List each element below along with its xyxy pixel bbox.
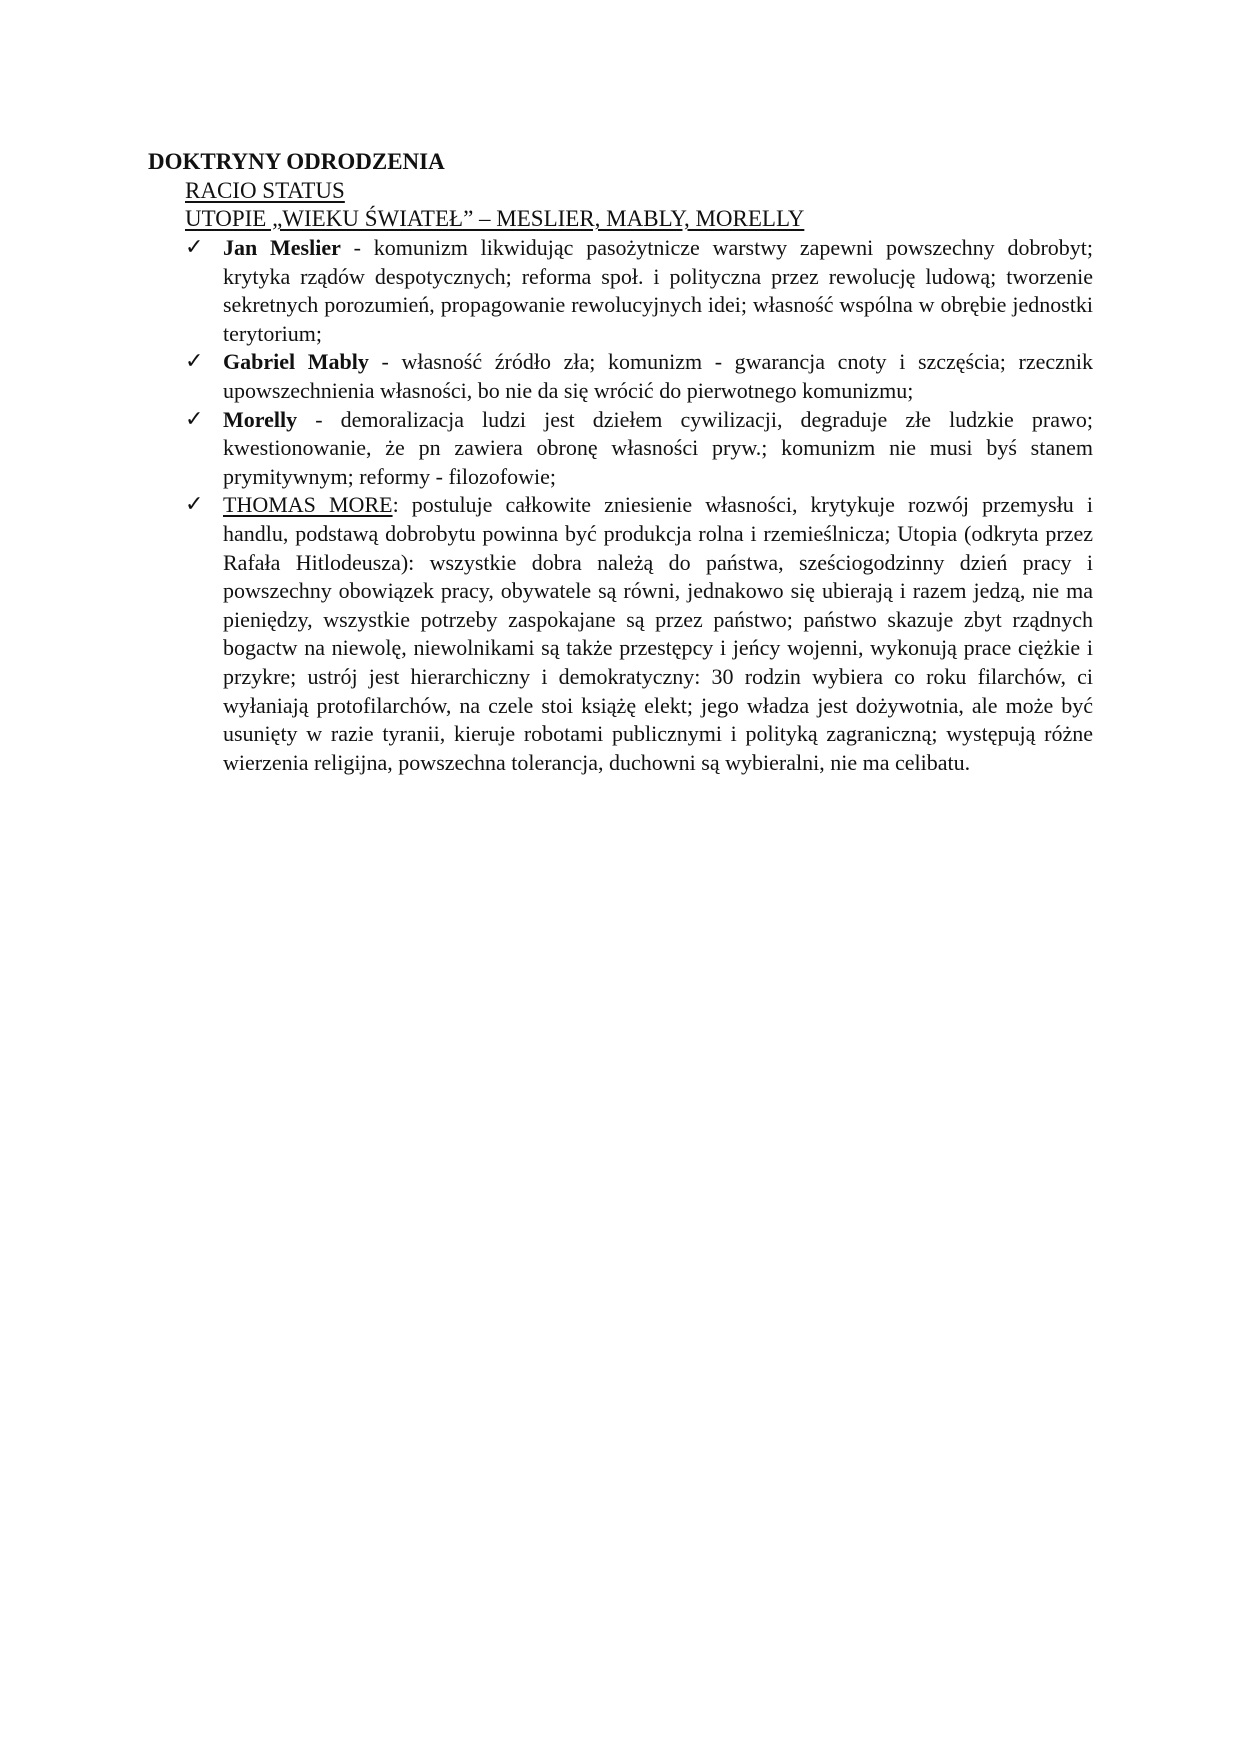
item-text: - demoralizacja ludzi jest dziełem cywilizacji, degraduje złe ludzkie prawo; kwestionowanie, że pn zawiera obronę własności pryw.; komunizm nie musi byś stanem prymitywnym; reformy - filozofowie; <box>223 406 1093 489</box>
item-name: THOMAS MORE <box>223 492 393 518</box>
subheading-utopie: UTOPIE „WIEKU ŚWIATEŁ” – MESLIER, MABLY, MORELLY <box>185 206 805 231</box>
checkmark-icon: ✓ <box>185 406 204 432</box>
subheading-racio-status: RACIO STATUS <box>185 178 345 203</box>
list-item-meslier <box>185 234 1093 348</box>
checkmark-icon: ✓ <box>185 492 204 518</box>
list-item-mably <box>185 348 1093 405</box>
item-text: - własność źródło zła; komunizm - gwarancja cnoty i szczęścia; rzecznik upowszechnienia własności, bo nie da się wrócić do pierwotnego komunizmu; <box>223 349 1094 403</box>
list-item-morelly <box>185 406 1093 492</box>
document-title: DOKTRYNY ODRODZENIA <box>148 149 445 174</box>
bullet-list <box>185 234 1093 777</box>
item-text: : postuluje całkowite zniesienie własności, krytykuje rozwój przemysłu i handlu, podstawą dobrobytu powinna być produkcja rolna i rzemieślnicza; Utopia (odkryta przez Rafała Hitlodeusza): wszystkie dobra należą do państwa, sześciogodzinny dzień pracy i powszechny obowiązek pracy, obywatele są równi, jednakowo się ubierają i razem jedzą, nie ma pieniędzy, wszystkie potrzeby zaspokajane są przez państwo; państwo skazuje zbyt rządnych bogactw na niewolę, niewolnikami są także przestępcy i jeńcy wojenni, wykonują prace ciężkie i przykre; ustrój jest hierarchiczny i demokratyczny: 30 rodzin wybiera co roku filarchów, ci wyłaniają protofilarchów, na czele stoi książę elekt; jego władza jest dożywotnia, ale może być usunięty w razie tyranii, kieruje robotami publicznymi i polityką zagraniczną; występują różne wierzenia religijna, powszechna tolerancja, duchowni są wybieralni, nie ma celibatu. <box>223 492 1093 775</box>
list-item-more <box>185 491 1093 777</box>
checkmark-icon: ✓ <box>185 235 204 260</box>
checkmark-icon: ✓ <box>185 349 204 375</box>
item-name: Jan Meslier <box>223 235 341 260</box>
item-text: - komunizm likwidując pasożytnicze warstwy zapewni powszechny dobrobyt; krytyka rządów despotycznych; reforma społ. i polityczna przez rewolucję ludową; tworzenie sekretnych porozumień, propagowanie rewolucyjnych idei; własność wspólna w obrębie jednostki terytorium; <box>223 235 1094 346</box>
item-name: Gabriel Mably <box>223 349 369 375</box>
item-name: Morelly <box>223 406 298 432</box>
